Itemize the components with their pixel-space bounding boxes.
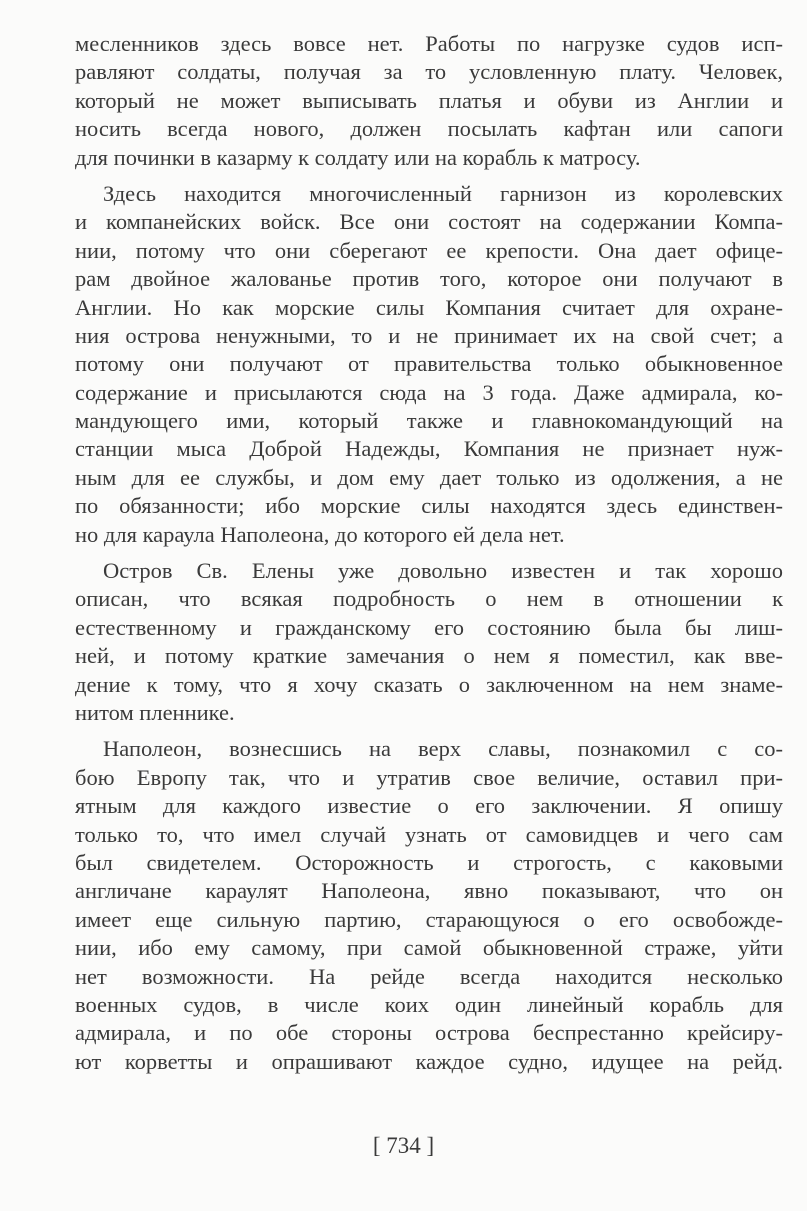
paragraph bbox=[75, 30, 783, 172]
text-line: дение к тому, что я хочу сказать о заключенном на нем знаме- bbox=[75, 671, 783, 697]
text-line: нитом пленнике. bbox=[75, 699, 235, 725]
text-line: рам двойное жалованье против того, которое они получают в bbox=[75, 266, 783, 292]
paragraph bbox=[75, 557, 783, 727]
text-line: для починки в казарму к солдату или на корабль к матросу. bbox=[75, 144, 641, 170]
text-line: был свидетелем. Осторожность и строгость, с каковыми bbox=[75, 849, 783, 875]
paragraph bbox=[75, 180, 783, 549]
paragraph bbox=[75, 735, 783, 1076]
text-line: Наполеон, вознесшись на верх славы, познакомил с со- bbox=[103, 736, 783, 762]
text-line: ней, и потому краткие замечания о нем я поместил, как вве- bbox=[75, 643, 783, 669]
text-line: и компанейских войск. Все они состоят на содержании Компа- bbox=[75, 209, 783, 235]
text-line: носить всегда нового, должен посылать кафтан или сапоги bbox=[75, 116, 783, 142]
text-line: Остров Св. Елены уже довольно известен и так хорошо bbox=[103, 558, 783, 584]
text-line: нии, потому что они сберегают ее крепости. Она дает офице- bbox=[75, 237, 783, 263]
text-line: по обязанности; ибо морские силы находятся здесь единствен- bbox=[75, 493, 783, 519]
text-line: нии, ибо ему самому, при самой обыкновенной страже, уйти bbox=[75, 935, 783, 961]
text-line: месленников здесь вовсе нет. Работы по нагрузке судов исп- bbox=[75, 31, 783, 56]
text-line: который не может выписывать платья и обуви из Англии и bbox=[75, 87, 783, 113]
text-line: описан, что всякая подробность о нем в отношении к bbox=[75, 586, 783, 612]
text-line: Здесь находится многочисленный гарнизон из королевских bbox=[103, 180, 783, 206]
text-line: адмирала, и по обе стороны острова беспрестанно крейсиру- bbox=[75, 1020, 783, 1046]
text-line: станции мыса Доброй Надежды, Компания не признает нуж- bbox=[75, 436, 783, 462]
text-line: естественному и гражданскому его состоянию была бы лиш- bbox=[75, 614, 783, 640]
text-line: ют корветты и опрашивают каждое судно, идущее на рейд. bbox=[75, 1048, 783, 1074]
text-line: мандующего ими, который также и главнокомандующий на bbox=[75, 408, 783, 434]
text-line: потому они получают от правительства только обыкновенное bbox=[75, 351, 783, 377]
text-line: содержание и присылаются сюда на 3 года. Даже адмирала, ко- bbox=[75, 379, 783, 405]
book-page-text bbox=[75, 30, 783, 1084]
text-line: нет возможности. На рейде всегда находится несколько bbox=[75, 963, 783, 989]
text-line: только то, что имел случай узнать от самовидцев и чего сам bbox=[75, 821, 783, 847]
text-line: англичане караулят Наполеона, явно показывают, что он bbox=[75, 878, 783, 904]
text-line: равляют солдаты, получая за то условленную плату. Человек, bbox=[75, 59, 783, 85]
text-line: бою Европу так, что и утратив свое величие, оставил при- bbox=[75, 764, 783, 790]
text-line: военных судов, в числе коих один линейный корабль для bbox=[75, 991, 783, 1017]
page-number: [ 734 ] bbox=[372, 1133, 435, 1158]
text-line: но для караула Наполеона, до которого ей дела нет. bbox=[75, 521, 565, 547]
text-line: ным для ее службы, и дом ему дает только из одолжения, а не bbox=[75, 464, 783, 490]
text-line: ятным для каждого известие о его заключении. Я опишу bbox=[75, 793, 783, 819]
text-line: имеет еще сильную партию, старающуюся о его освобожде- bbox=[75, 906, 783, 932]
text-line: ния острова ненужными, то и не принимает их на свой счет; а bbox=[75, 322, 783, 348]
text-line: Англии. Но как морские силы Компания считает для охране- bbox=[75, 294, 783, 320]
